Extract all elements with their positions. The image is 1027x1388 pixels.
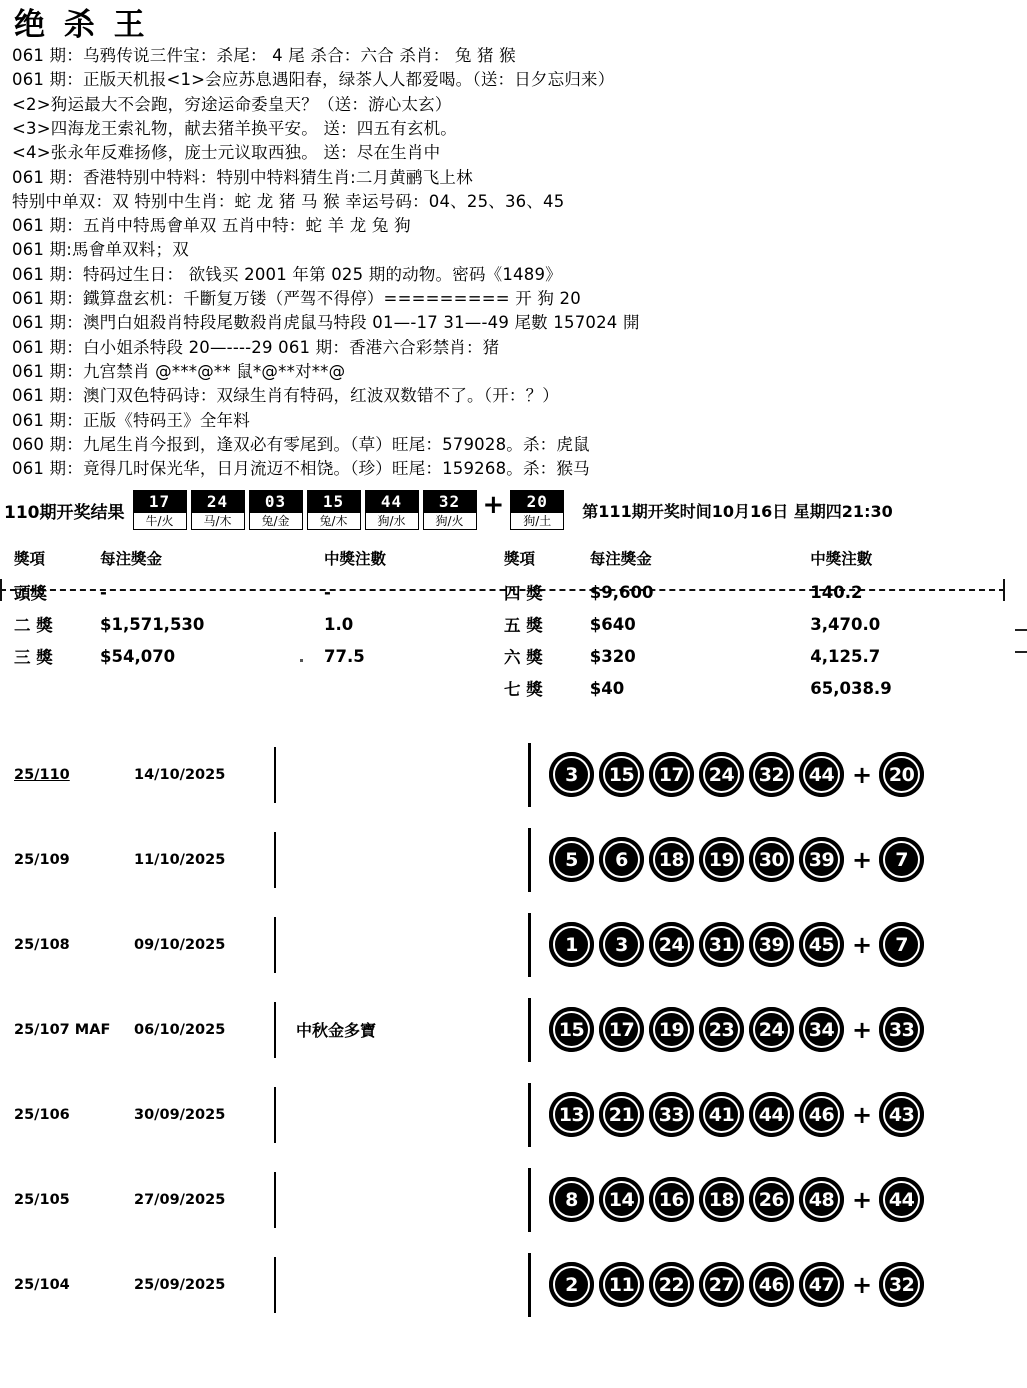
result-ball-number: 17 [133,490,187,513]
history-ball [799,922,844,967]
history-balls [549,1007,929,1052]
history-date: 30/09/2025 [134,1106,226,1123]
history-draw-id: 25/109 [14,851,70,868]
column-divider [274,1257,276,1313]
history-ball [649,837,694,882]
column-divider [528,1083,531,1147]
history-ball-number: 15 [553,1011,590,1048]
result-ball-zodiac: 牛/火 [133,513,187,530]
history-ball-number: 48 [803,1181,840,1218]
history-balls [549,837,929,882]
history-ball-number: 11 [603,1266,640,1303]
prize-name: 三 獎 [14,648,53,668]
history-ball [699,1092,744,1137]
list-item [10,1242,1027,1327]
history-ball [749,837,794,882]
plus-sign: + [852,1270,873,1299]
history-special-ball [879,837,924,882]
column-divider [274,747,276,803]
history-ball [549,1177,594,1222]
history-ball [799,1007,844,1052]
history-ball-number: 1 [553,926,590,963]
history-ball-number: 17 [653,756,690,793]
history-special-ball [879,1092,924,1137]
history-ball-number: 3 [553,756,590,793]
prize-winners: 3,470.0 [810,614,881,634]
tip-line: 061 期：特码过生日： 欲钱买 2001 年第 025 期的动物。密码《1489》 [12,264,562,284]
history-ball-number: 8 [553,1181,590,1218]
history-ball-number: 2 [553,1266,590,1303]
history-ball-number: 24 [753,1011,790,1048]
list-item [10,1072,1027,1157]
history-ball-number: 32 [753,756,790,793]
tip-line: 061 期：正版天机报<1>会应苏息遇阳春，绿茶人人都爱喝。（送：日夕忘归来） [12,70,615,90]
history-special-ball [879,922,924,967]
history-special-ball [879,1177,924,1222]
list-item [10,902,1027,987]
result-ball [423,490,477,530]
prize-amount: $40 [589,678,625,698]
prize-amount: - [100,582,107,602]
history-ball [749,752,794,797]
prize-winners: 77.5 [324,646,365,666]
result-ball-zodiac: 兔/木 [307,513,361,530]
history-ball [549,1092,594,1137]
history-ball [649,752,694,797]
history-ball-number: 19 [703,841,740,878]
history-ball [599,1177,644,1222]
tips-section [0,44,1027,481]
history-ball [599,1262,644,1307]
history-special-number: 7 [883,926,920,963]
history-date: 06/10/2025 [134,1021,226,1038]
prize-name: 頭獎 [14,584,47,604]
tip-line: 061 期：鐵算盘玄机：千斷复万镂（严驾不得停）========= 开 狗 20 [12,289,581,309]
prize-header-prize: 獎項 [14,550,46,569]
result-ball-number: 15 [307,490,361,513]
history-ball-number: 19 [653,1011,690,1048]
history-ball-number: 24 [703,756,740,793]
history-draw-id: 25/108 [14,936,70,953]
history-balls [549,1177,929,1222]
tip-line: 061 期：香港特别中特料：特别中特料猜生肖:二月黄鹂飞上林 [12,167,473,187]
history-ball-number: 17 [603,1011,640,1048]
result-ball-number: 03 [249,490,303,513]
prize-name: 七 獎 [504,680,543,700]
history-ball [549,752,594,797]
list-item [10,987,1027,1072]
result-special-zodiac: 狗/土 [510,513,564,530]
column-divider [528,998,531,1062]
prize-winners: - [324,582,331,602]
tip-line: 061 期：九宫禁肖 @***@** 鼠*@**对**@ [12,361,346,381]
history-ball-number: 18 [703,1181,740,1218]
column-divider [274,1002,276,1058]
column-divider [528,743,531,807]
result-ball-number: 24 [191,490,245,513]
history-ball [699,752,744,797]
plus-sign: + [852,1100,873,1129]
result-ball [249,490,303,530]
prize-name: 六 獎 [504,648,543,668]
plus-sign: + [482,490,505,521]
history-ball [549,837,594,882]
result-ball [133,490,187,530]
result-special-number: 20 [510,490,564,513]
history-ball [699,1007,744,1052]
history-ball-number: 24 [653,926,690,963]
tip-line: 061 期:馬會单双料；双 [12,240,189,260]
column-divider [274,832,276,888]
table-row [504,640,994,672]
prize-header-winners: 中獎注數 [810,550,873,569]
tip-line: 061 期：乌鸦传说三件宝：杀尾： 4 尾 杀合：六合 杀肖： 兔 猪 猴 [12,46,516,66]
history-list [0,732,1027,1327]
prize-amount: $1,571,530 [100,614,205,634]
history-special-number: 33 [883,1011,920,1048]
history-ball [699,1262,744,1307]
result-ball-number: 32 [423,490,477,513]
history-ball-number: 47 [803,1266,840,1303]
prize-winners: 140.2 [810,582,863,602]
history-ball-number: 13 [553,1096,590,1133]
tip-line: 060 期：九尾生肖今报到，逢双必有零尾到。（草）旺尾：579028。杀：虎鼠 [12,434,590,454]
history-ball-number: 39 [753,926,790,963]
history-ball [599,837,644,882]
history-ball-number: 21 [603,1096,640,1133]
latest-result-label: 110期开奖结果 [4,502,125,523]
result-ball-zodiac: 兔/金 [249,513,303,530]
history-ball [549,1262,594,1307]
history-ball-number: 41 [703,1096,740,1133]
history-ball [649,1262,694,1307]
history-ball [649,1007,694,1052]
history-draw-id: 25/105 [14,1191,70,1208]
history-ball-number: 46 [753,1266,790,1303]
history-ball-number: 45 [803,926,840,963]
history-draw-id: 25/104 [14,1276,70,1293]
history-ball-number: 46 [803,1096,840,1133]
history-ball [799,1092,844,1137]
tip-line: 061 期：澳门双色特码诗：双绿生肖有特码，红波双数错不了。（开：？） [12,386,559,406]
history-ball [699,1177,744,1222]
table-row [504,672,994,704]
edge-mark [1015,651,1027,653]
history-ball [599,1007,644,1052]
history-ball-number: 27 [703,1266,740,1303]
prize-header-amount: 每注獎金 [100,550,163,569]
prize-header-prize: 獎項 [504,550,536,569]
history-special-ball [879,1262,924,1307]
result-ball [365,490,419,530]
prize-amount: $640 [589,614,636,634]
history-ball-number: 14 [603,1181,640,1218]
history-ball [549,1007,594,1052]
history-date: 14/10/2025 [134,766,226,783]
history-special-number: 43 [883,1096,920,1133]
history-ball [649,1092,694,1137]
list-item [10,732,1027,817]
plus-sign: + [852,1185,873,1214]
tip-line: 061 期：竟得几时保光华，日月流迈不相饶。（珍）旺尾：159268。杀：猴马 [12,459,590,479]
history-date: 27/09/2025 [134,1191,226,1208]
table-row [504,576,994,608]
prize-header-amount: 每注獎金 [589,550,652,569]
history-ball [699,922,744,967]
plus-sign: + [852,760,873,789]
tip-line: 061 期：白小姐杀特段 20—----29 061 期：香港六合彩禁肖：猪 [12,337,500,357]
tip-line: 061 期：五肖中特馬會单双 五肖中特：蛇 羊 龙 兔 狗 [12,216,411,236]
prize-name: 二 獎 [14,616,53,636]
tip-line: <4>张永年反难扬修，庞士元议取西独。 送：尽在生肖中 [12,143,441,163]
history-ball-number: 5 [553,841,590,878]
tip-line: 061 期：正版《特码王》全年料 [12,410,250,430]
history-ball [749,1177,794,1222]
history-ball-number: 33 [653,1096,690,1133]
history-ball [799,837,844,882]
tip-line: 特别中单双：双 特别中生肖：蛇 龙 猪 马 猴 幸运号码：04、25、36、45 [12,191,565,211]
history-date: 11/10/2025 [134,851,226,868]
history-date: 25/09/2025 [134,1276,226,1293]
result-ball [191,490,245,530]
history-ball [599,922,644,967]
history-ball-number: 15 [603,756,640,793]
column-divider [274,1087,276,1143]
history-special-number: 32 [883,1266,920,1303]
prize-name: 四 獎 [504,584,543,604]
prize-winners: 65,038.9 [810,678,892,698]
history-balls [549,1092,929,1137]
history-ball [749,922,794,967]
history-draw-id: 25/107 MAF [14,1021,111,1038]
tip-line: <2>狗运最大不会跑，穷途运命委皇天？（送：游心太玄） [12,94,452,114]
plus-sign: + [852,845,873,874]
history-draw-id: 25/106 [14,1106,70,1123]
result-special-ball [510,490,564,530]
column-divider [274,917,276,973]
result-ball-zodiac: 狗/水 [365,513,419,530]
table-row [14,640,504,672]
prize-header-winners: 中獎注數 [324,550,387,569]
history-note: 中秋金多寶 [296,1021,377,1041]
history-ball [649,1177,694,1222]
plus-sign: + [852,1015,873,1044]
list-item [10,817,1027,902]
history-date: 09/10/2025 [134,936,226,953]
history-draw-id: 25/110 [14,766,70,783]
history-special-ball [879,1007,924,1052]
history-balls [549,1262,929,1307]
history-ball [549,922,594,967]
prize-table-right [504,543,994,704]
history-special-number: 44 [883,1181,920,1218]
next-draw-info: 第111期开奖时间10月16日 星期四21:30 [582,501,893,521]
history-special-number: 20 [883,756,920,793]
history-ball-number: 6 [603,841,640,878]
history-ball [799,1177,844,1222]
prize-amount: $54,070 [100,646,176,666]
column-divider [528,1168,531,1232]
history-ball [749,1092,794,1137]
table-row [504,608,994,640]
prize-amount: $320 [589,646,636,666]
history-ball-number: 22 [653,1266,690,1303]
result-ball [307,490,361,530]
history-ball [649,922,694,967]
prize-table-left [14,543,504,704]
history-ball-number: 3 [603,926,640,963]
history-special-number: 7 [883,841,920,878]
tip-line: <3>四海龙王索礼物，献去猪羊换平安。 送：四五有玄机。 [12,118,457,138]
list-item [10,1157,1027,1242]
table-row [14,608,504,640]
prize-name: 五 獎 [504,616,543,636]
history-ball-number: 23 [703,1011,740,1048]
result-ball-number: 44 [365,490,419,513]
history-balls [549,752,929,797]
history-ball [749,1007,794,1052]
history-ball-number: 31 [703,926,740,963]
edge-mark [1015,629,1027,631]
history-ball [599,752,644,797]
prize-winners: 4,125.7 [810,646,881,666]
column-divider [528,913,531,977]
history-ball [799,1262,844,1307]
column-divider [528,1253,531,1317]
column-divider [274,1172,276,1228]
history-ball-number: 34 [803,1011,840,1048]
history-ball-number: 26 [753,1181,790,1218]
result-ball-zodiac: 狗/火 [423,513,477,530]
column-divider [528,828,531,892]
history-ball [799,752,844,797]
page-title: 绝 杀 王 [14,7,149,43]
prize-amount: $9,600 [589,582,654,602]
prize-winners: 1.0 [324,614,354,634]
history-ball [599,1092,644,1137]
history-balls [549,922,929,967]
history-ball-number: 30 [753,841,790,878]
history-ball [749,1262,794,1307]
result-ball-zodiac: 马/木 [191,513,245,530]
plus-sign: + [852,930,873,959]
history-ball-number: 44 [753,1096,790,1133]
history-special-ball [879,752,924,797]
history-ball-number: 18 [653,841,690,878]
history-ball-number: 39 [803,841,840,878]
prize-tables [0,543,1027,704]
history-ball-number: 44 [803,756,840,793]
history-ball [699,837,744,882]
tip-line: 061 期：澳門白姐殺肖特段尾數殺肖虎鼠马特段 01—-17 31—-49 尾數 157024 開 [12,313,640,333]
table-row [14,576,504,608]
history-ball-number: 16 [653,1181,690,1218]
latest-result-bar [0,489,1027,531]
